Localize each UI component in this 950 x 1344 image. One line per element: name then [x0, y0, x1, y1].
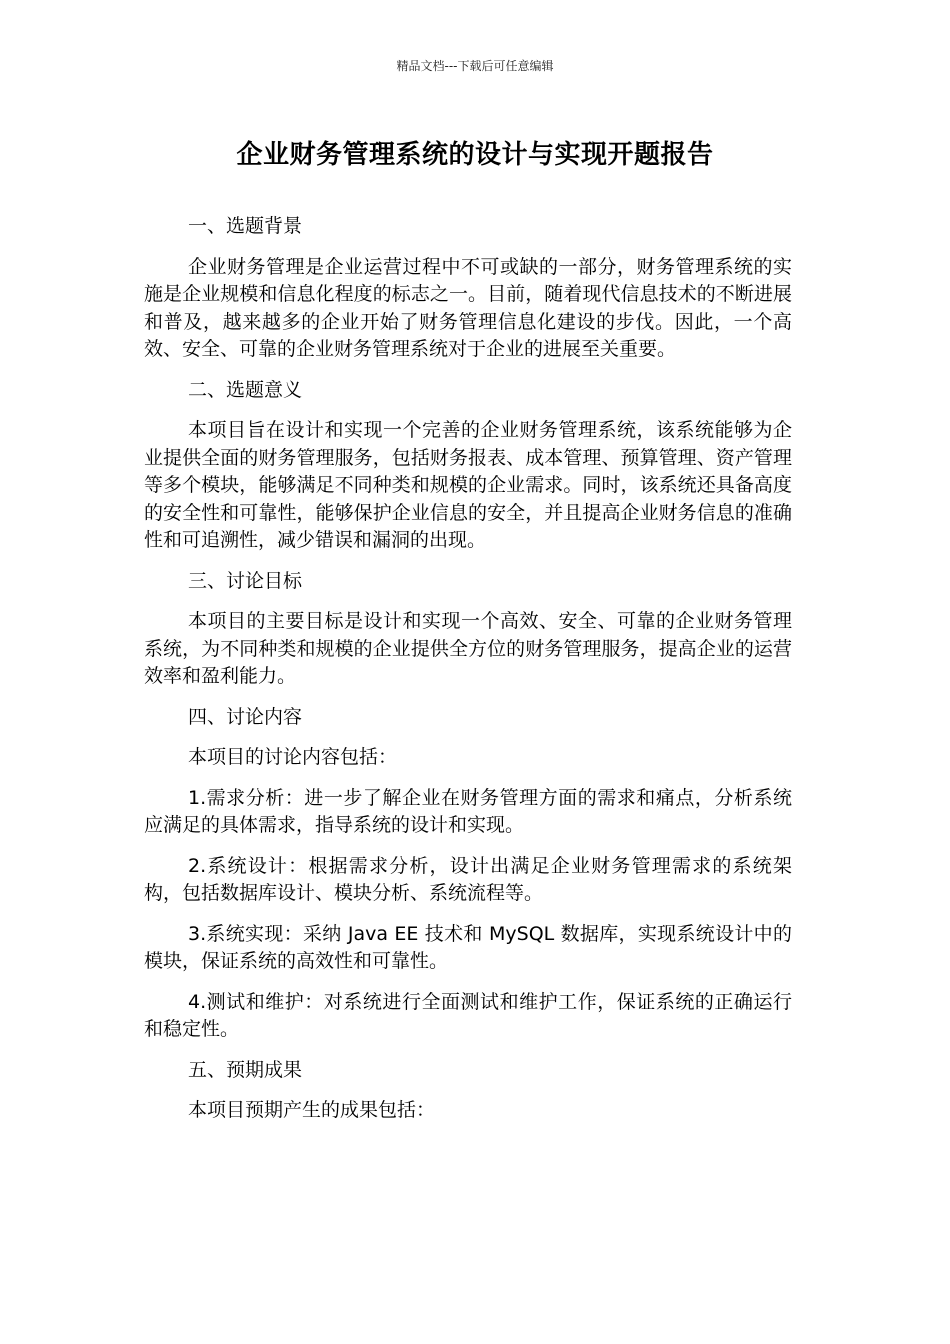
document-title: 企业财务管理系统的设计与实现开题报告 — [236, 140, 714, 170]
document-body — [144, 213, 792, 1138]
section-heading-objectives: 三、讨论目标 — [188, 569, 303, 592]
list-item-testing-maintenance: 4.测试和维护：对系统进行全面测试和维护工作，保证系统的正确运行和稳定性。 — [144, 990, 792, 1040]
paragraph-objectives: 本项目的主要目标是设计和实现一个高效、安全、可靠的企业财务管理系统，为不同种类和规模的企业提供全方位的财务管理服务，提高企业的运营效率和盈利能力。 — [144, 610, 792, 687]
section-heading-content: 四、讨论内容 — [188, 705, 303, 728]
section-heading-expected-results: 五、预期成果 — [188, 1058, 303, 1081]
list-item-system-design: 2.系统设计：根据需求分析，设计出满足企业财务管理需求的系统架构，包括数据库设计、模块分析、系统流程等。 — [144, 854, 792, 904]
section-heading-significance: 二、选题意义 — [188, 378, 303, 401]
paragraph-expected-results: 本项目预期产生的成果包括： — [188, 1099, 436, 1121]
paragraph-content-intro: 本项目的讨论内容包括： — [188, 746, 398, 768]
section-heading-background: 一、选题背景 — [188, 215, 303, 237]
list-item-requirements-analysis: 1.需求分析：进一步了解企业在财务管理方面的需求和痛点，分析系统应满足的具体需求，指导系统的设计和实现。 — [144, 786, 792, 836]
paragraph-background: 企业财务管理是企业运营过程中不可或缺的一部分，财务管理系统的实施是企业规模和信息化程度的标志之一。目前，随着现代信息技术的不断进展和普及，越来越多的企业开始了财务管理信息化建设的步伐。因此，一个高效、安全、可靠的企业财务管理系统对于企业的进展至关重要。 — [144, 255, 792, 360]
list-item-system-implementation: 3.系统实现：采纳 Java EE 技术和 MySQL 数据库，实现系统设计中的模块，保证系统的高效性和可靠性。 — [144, 922, 792, 972]
paragraph-significance: 本项目旨在设计和实现一个完善的企业财务管理系统，该系统能够为企业提供全面的财务管理服务，包括财务报表、成本管理、预算管理、资产管理等多个模块，能够满足不同种类和规模的企业需求。同时，该系统还具备高度的安全性和可靠性，能够保护企业信息的安全，并且提高企业财务信息的准确性和可追溯性，减少错误和漏洞的出现。 — [144, 419, 792, 551]
header-note: 精品文档---下载后可任意编辑 — [396, 59, 554, 73]
